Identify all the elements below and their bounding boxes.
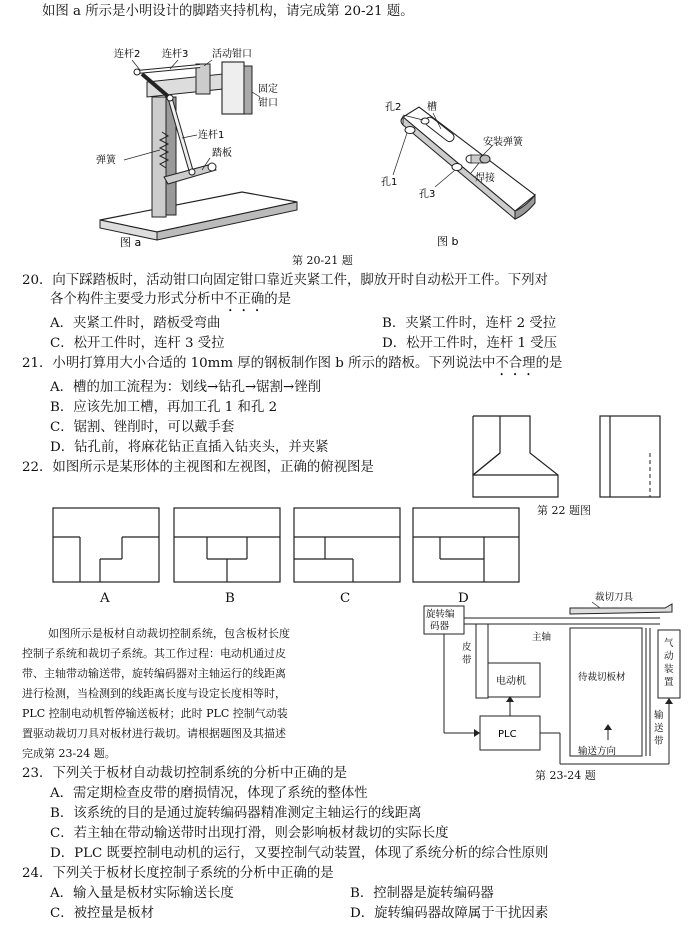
q21-stem: 21．小明打算用大小合适的 10mm 厚的钢板制作图 b 所示的踏板。下列说法中不合理的是 bbox=[22, 356, 563, 371]
label-encoder-2: 码器 bbox=[430, 621, 450, 632]
label-conveyor-1: 输 bbox=[654, 710, 664, 721]
q22-label-d: D bbox=[458, 591, 469, 606]
q20-option-d[interactable]: D．松开工件时，连杆 1 受压 bbox=[382, 336, 558, 351]
q22-label-b: B bbox=[225, 591, 235, 606]
q21-option-d[interactable]: D．钻孔前，将麻花钻正直插入钻夹头，并夹紧 bbox=[50, 440, 329, 455]
q23-option-b[interactable]: B．该系统的目的是通过旋转编码器精准测定主轴运行的线距离 bbox=[50, 806, 422, 821]
q23-option-d[interactable]: D．PLC 既要控制电动机的运行，又要控制气动装置，体现了系统分析的综合性原则 bbox=[50, 846, 549, 861]
label-pedal: 踏板 bbox=[212, 148, 232, 159]
fig-20-21-caption: 第 20-21 题 bbox=[292, 254, 353, 267]
label-hole2: 孔2 bbox=[385, 102, 402, 113]
label-conveyor-2: 送 bbox=[654, 723, 664, 734]
figure-b-caption: 图 b bbox=[437, 235, 459, 248]
label-belt-1: 皮 bbox=[462, 642, 472, 653]
q24-stem: 24．下列关于板材长度控制子系统的分析中正确的是 bbox=[22, 866, 334, 881]
label-board: 待裁切板材 bbox=[578, 672, 626, 683]
label-rod1: 连杆1 bbox=[198, 130, 225, 141]
figure-23-24-cutting-system bbox=[420, 588, 685, 770]
label-rod3: 连杆3 bbox=[162, 49, 189, 60]
q23-option-c[interactable]: C．若主轴在带动输送带时出现打滑，则会影响板材裁切的实际长度 bbox=[50, 826, 449, 841]
label-pneumatic-2: 动 bbox=[664, 651, 674, 662]
desc-line-5: PLC 控制电动机暂停输送板材；此时 PLC 控制气动装 bbox=[22, 707, 288, 720]
q22-front-side-views bbox=[470, 413, 670, 498]
q20-option-a[interactable]: A．夹紧工件时，踏板受弯曲 bbox=[50, 316, 221, 331]
figure-a-foot-clamp bbox=[92, 42, 307, 254]
q20-stem-line2: 各个构件主要受力形式分析中不正确的是 bbox=[50, 292, 292, 307]
desc-line-7: 完成第 23-24 题。 bbox=[22, 747, 116, 760]
fig-23-24-caption: 第 23-24 题 bbox=[535, 769, 596, 782]
q23-stem: 23．下列关于板材自动裁切控制系统的分析中正确的是 bbox=[22, 766, 348, 781]
label-pneumatic-4: 置 bbox=[664, 677, 674, 688]
label-direction: 输送方向 bbox=[578, 746, 617, 757]
q22-option-a-drawing[interactable] bbox=[52, 507, 162, 585]
label-fixed-jaw-2: 钳口 bbox=[258, 98, 278, 109]
label-hole3: 孔3 bbox=[419, 189, 436, 200]
desc-line-2: 控制子系统和裁切子系统。其工作过程：电动机通过皮 bbox=[22, 647, 286, 660]
label-pneumatic-3: 装 bbox=[664, 664, 674, 675]
label-conveyor-3: 带 bbox=[654, 736, 664, 747]
q20-option-b[interactable]: B．夹紧工件时，连杆 2 受拉 bbox=[382, 316, 557, 331]
label-install-spring: 安装弹簧 bbox=[483, 137, 523, 148]
q20-stem-line1: 20．向下踩踏板时，活动钳口向固定钳口靠近夹紧工件，脚放开时自动松开工件。下列对 bbox=[22, 273, 548, 288]
label-fixed-jaw-1: 固定 bbox=[258, 84, 278, 95]
desc-line-4: 进行检测，当检测到的线距离长度与设定长度相等时， bbox=[22, 687, 286, 700]
q22-label-c: C bbox=[340, 591, 351, 606]
q24-option-c[interactable]: C．被控量是板材 bbox=[50, 906, 154, 921]
q24-option-a[interactable]: A．输入量是板材实际输送长度 bbox=[50, 886, 234, 901]
figure-a-caption: 图 a bbox=[120, 236, 142, 249]
q21-option-a[interactable]: A．槽的加工流程为：划线→钻孔→锯割→锉削 bbox=[50, 380, 321, 395]
label-encoder-1: 旋转编 bbox=[426, 609, 455, 620]
label-cutter: 裁切刀具 bbox=[595, 592, 634, 603]
label-motor: 电动机 bbox=[496, 676, 526, 687]
label-hole1: 孔1 bbox=[381, 177, 398, 188]
label-movable-jaw: 活动钳口 bbox=[212, 49, 252, 60]
label-slot: 槽 bbox=[427, 102, 437, 113]
label-rod2: 连杆2 bbox=[114, 49, 141, 60]
desc-line-1: 如图所示是板材自动裁切控制系统，包含板材长度 bbox=[48, 627, 290, 640]
label-pneumatic-1: 气 bbox=[664, 638, 674, 649]
label-belt-2: 带 bbox=[462, 655, 472, 666]
label-spring: 弹簧 bbox=[96, 155, 116, 166]
label-weld: 焊接 bbox=[475, 173, 495, 184]
q23-option-a[interactable]: A．需定期检查皮带的磨损情况，体现了系统的整体性 bbox=[50, 786, 368, 801]
desc-line-6: 置驱动裁切刀具对板材进行裁切。请根据题图及其描述 bbox=[22, 727, 286, 740]
q22-figure-caption: 第 22 题图 bbox=[537, 504, 591, 517]
figure-b-pedal bbox=[375, 95, 540, 253]
label-shaft: 主轴 bbox=[532, 632, 552, 643]
q21-option-c[interactable]: C．锯割、锉削时，可以戴手套 bbox=[50, 420, 235, 435]
q22-option-b-drawing[interactable] bbox=[173, 507, 283, 585]
q22-stem: 22．如图所示是某形体的主视图和左视图，正确的俯视图是 bbox=[22, 460, 374, 475]
q22-label-a: A bbox=[100, 591, 110, 606]
q21-option-b[interactable]: B．应该先加工槽，再加工孔 1 和孔 2 bbox=[50, 400, 278, 415]
desc-line-3: 带、主轴带动输送带，旋转编码器对主轴运行的线距离 bbox=[22, 667, 286, 680]
q20-option-c[interactable]: C．松开工件时，连杆 3 受拉 bbox=[50, 336, 225, 351]
q22-option-c-drawing[interactable] bbox=[293, 507, 403, 585]
label-plc: PLC bbox=[498, 729, 517, 740]
intro-text: 如图 a 所示是小明设计的脚踏夹持机构，请完成第 20-21 题。 bbox=[42, 4, 414, 19]
q24-option-b[interactable]: B．控制器是旋转编码器 bbox=[350, 886, 494, 901]
q22-option-d-drawing[interactable] bbox=[412, 507, 522, 585]
q24-option-d[interactable]: D．旋转编码器故障属于干扰因素 bbox=[350, 906, 549, 921]
